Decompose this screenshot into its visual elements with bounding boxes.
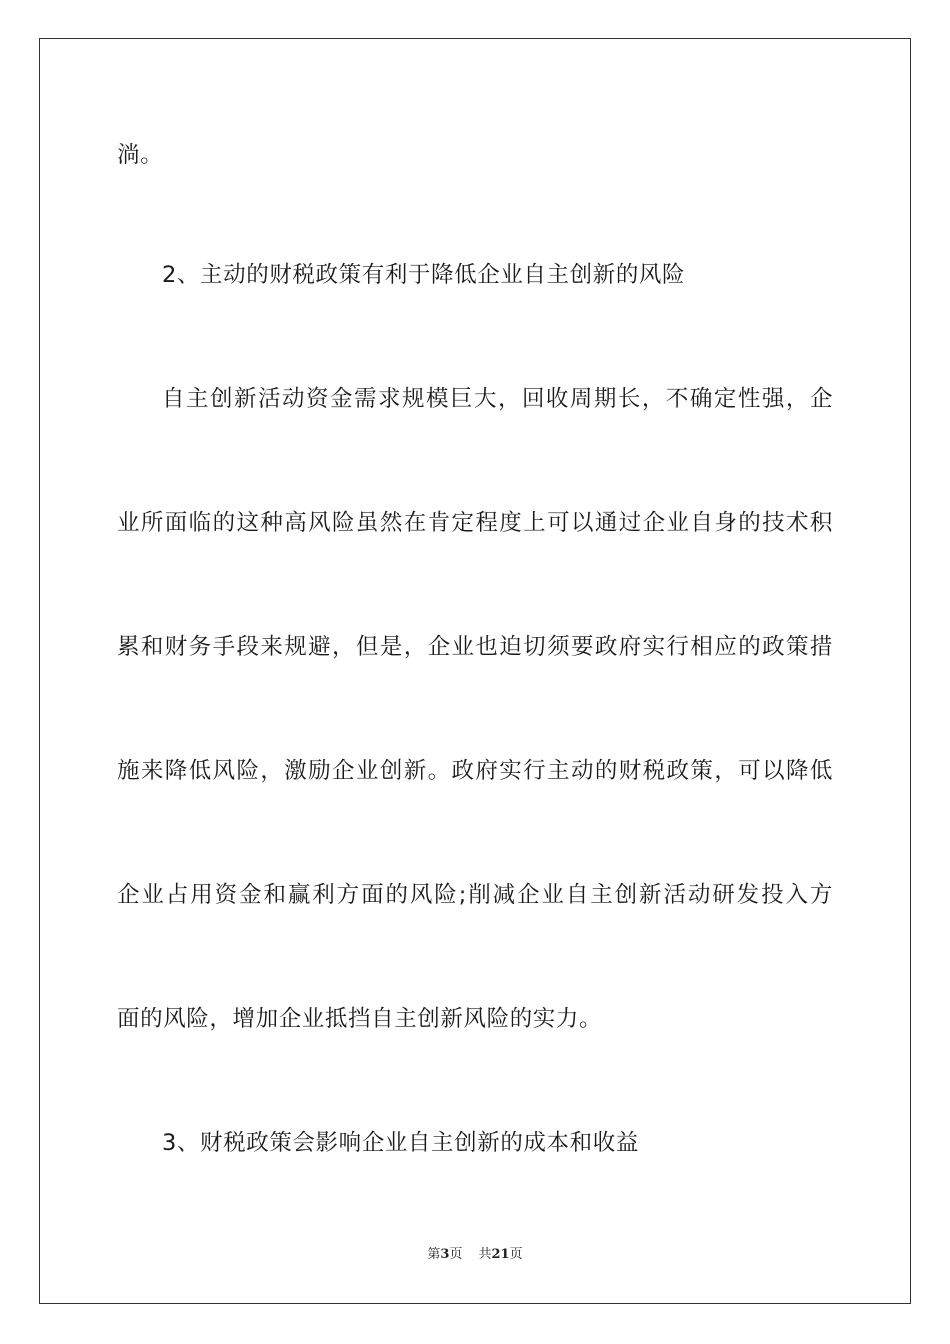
footer-total-pages: 21 <box>491 1247 510 1262</box>
footer-page-number: 3 <box>440 1247 450 1262</box>
footer-page-suffix: 页 <box>449 1247 463 1262</box>
paragraph-line-1: 自主创新活动资金需求规模巨大，回收周期长，不确定性强，企 <box>162 386 833 412</box>
page-footer <box>0 1246 950 1264</box>
paragraph-line-2: 业所面临的这种高风险虽然在肯定程度上可以通过企业自身的技术积 <box>117 510 833 536</box>
section-heading-2: 2、主动的财税政策有利于降低企业自主创新的风险 <box>162 262 686 288</box>
paragraph-line-5: 企业占用资金和赢利方面的风险;削减企业自主创新活动研发投入方 <box>117 882 833 908</box>
footer-total-prefix: 共 <box>478 1247 492 1262</box>
section-heading-3: 3、财税政策会影响企业自主创新的成本和收益 <box>162 1130 639 1156</box>
paragraph-line-6: 面的风险，增加企业抵挡自主创新风险的实力。 <box>117 1006 603 1032</box>
footer-page-prefix: 第 <box>427 1247 441 1262</box>
paragraph-line-4: 施来降低风险，激励企业创新。政府实行主动的财税政策，可以降低 <box>117 758 833 784</box>
text-line-continuation: 淌。 <box>117 142 164 168</box>
paragraph-line-3: 累和财务手段来规避，但是，企业也迫切须要政府实行相应的政策措 <box>117 634 833 660</box>
page-border <box>39 38 911 1304</box>
footer-total-suffix: 页 <box>509 1247 523 1262</box>
